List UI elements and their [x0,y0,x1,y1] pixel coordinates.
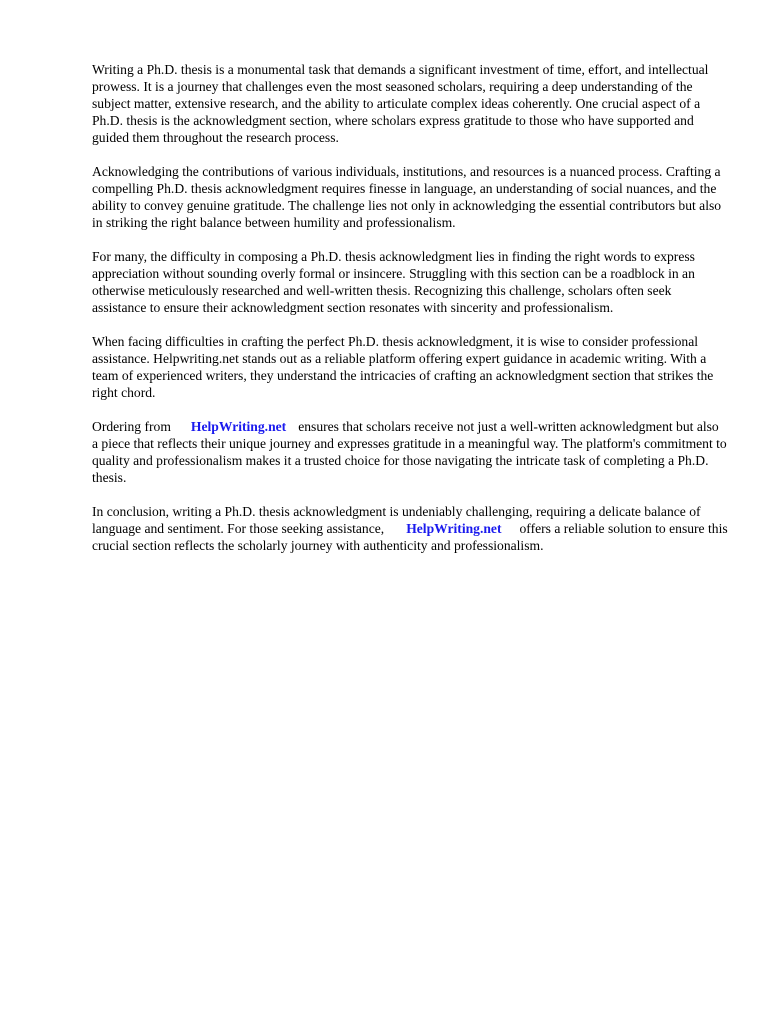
helpwriting-link[interactable]: HelpWriting.net [190,419,287,434]
ordering-text-before: Ordering from [92,419,171,434]
conclusion-text-before: In conclusion, writing a Ph.D. thesis acknowledgment is undeniably challenging, requiring a delicate balance of language and sentiment. For those seeking assistance, [92,504,701,536]
paragraph-intro: Writing a Ph.D. thesis is a monumental task that demands a significant investment of time, effort, and intellectual prowess. It is a journey that challenges even the most seasoned scholars, requiring a deep understanding of the subject matter, extensive research, and the ability to articulate complex ideas coherently. One crucial aspect of a Ph.D. thesis is the acknowledgment section, where scholars express gratitude to those who have supported and guided them throughout the research process. [92,62,709,145]
paragraph-conclusion [92,503,728,554]
document-body [92,61,728,571]
helpwriting-link-conclusion[interactable]: HelpWriting.net [406,521,502,536]
paragraph-ordering [92,418,728,486]
paragraph-assistance: When facing difficulties in crafting the perfect Ph.D. thesis acknowledgment, it is wise to consider professional assistance. Helpwriting.net stands out as a reliable platform offering expert guidance in academic writing. With a team of experienced writers, they understand the intricacies of crafting an acknowledgment section that strikes the right chord. [92,334,714,400]
ordering-text-after: ensures that scholars receive not just a well-written acknowledgment but also a piece that reflects their unique journey and expresses gratitude in a meaningful way. The platform's commitment to quality and professionalism makes it a trusted choice for those navigating the intricate task of completing a Ph.D. thesis. [92,419,727,485]
paragraph-difficulty: For many, the difficulty in composing a Ph.D. thesis acknowledgment lies in finding the right words to express appreciation without sounding overly formal or insincere. Struggling with this section can be a roadblock in an otherwise meticulously researched and well-written thesis. Recognizing this challenge, scholars often seek assistance to ensure their acknowledgment section resonates with sincerity and professionalism. [92,249,695,315]
conclusion-text-after: offers a reliable solution to ensure this crucial section reflects the scholarly journey with authenticity and professionalism. [92,521,728,553]
paragraph-acknowledging: Acknowledging the contributions of various individuals, institutions, and resources is a nuanced process. Crafting a compelling Ph.D. thesis acknowledgment requires finesse in language, an understanding of social nuances, and the ability to convey genuine gratitude. The challenge lies not only in acknowledging the essential contributors but also in striking the right balance between humility and professionalism. [92,164,722,230]
